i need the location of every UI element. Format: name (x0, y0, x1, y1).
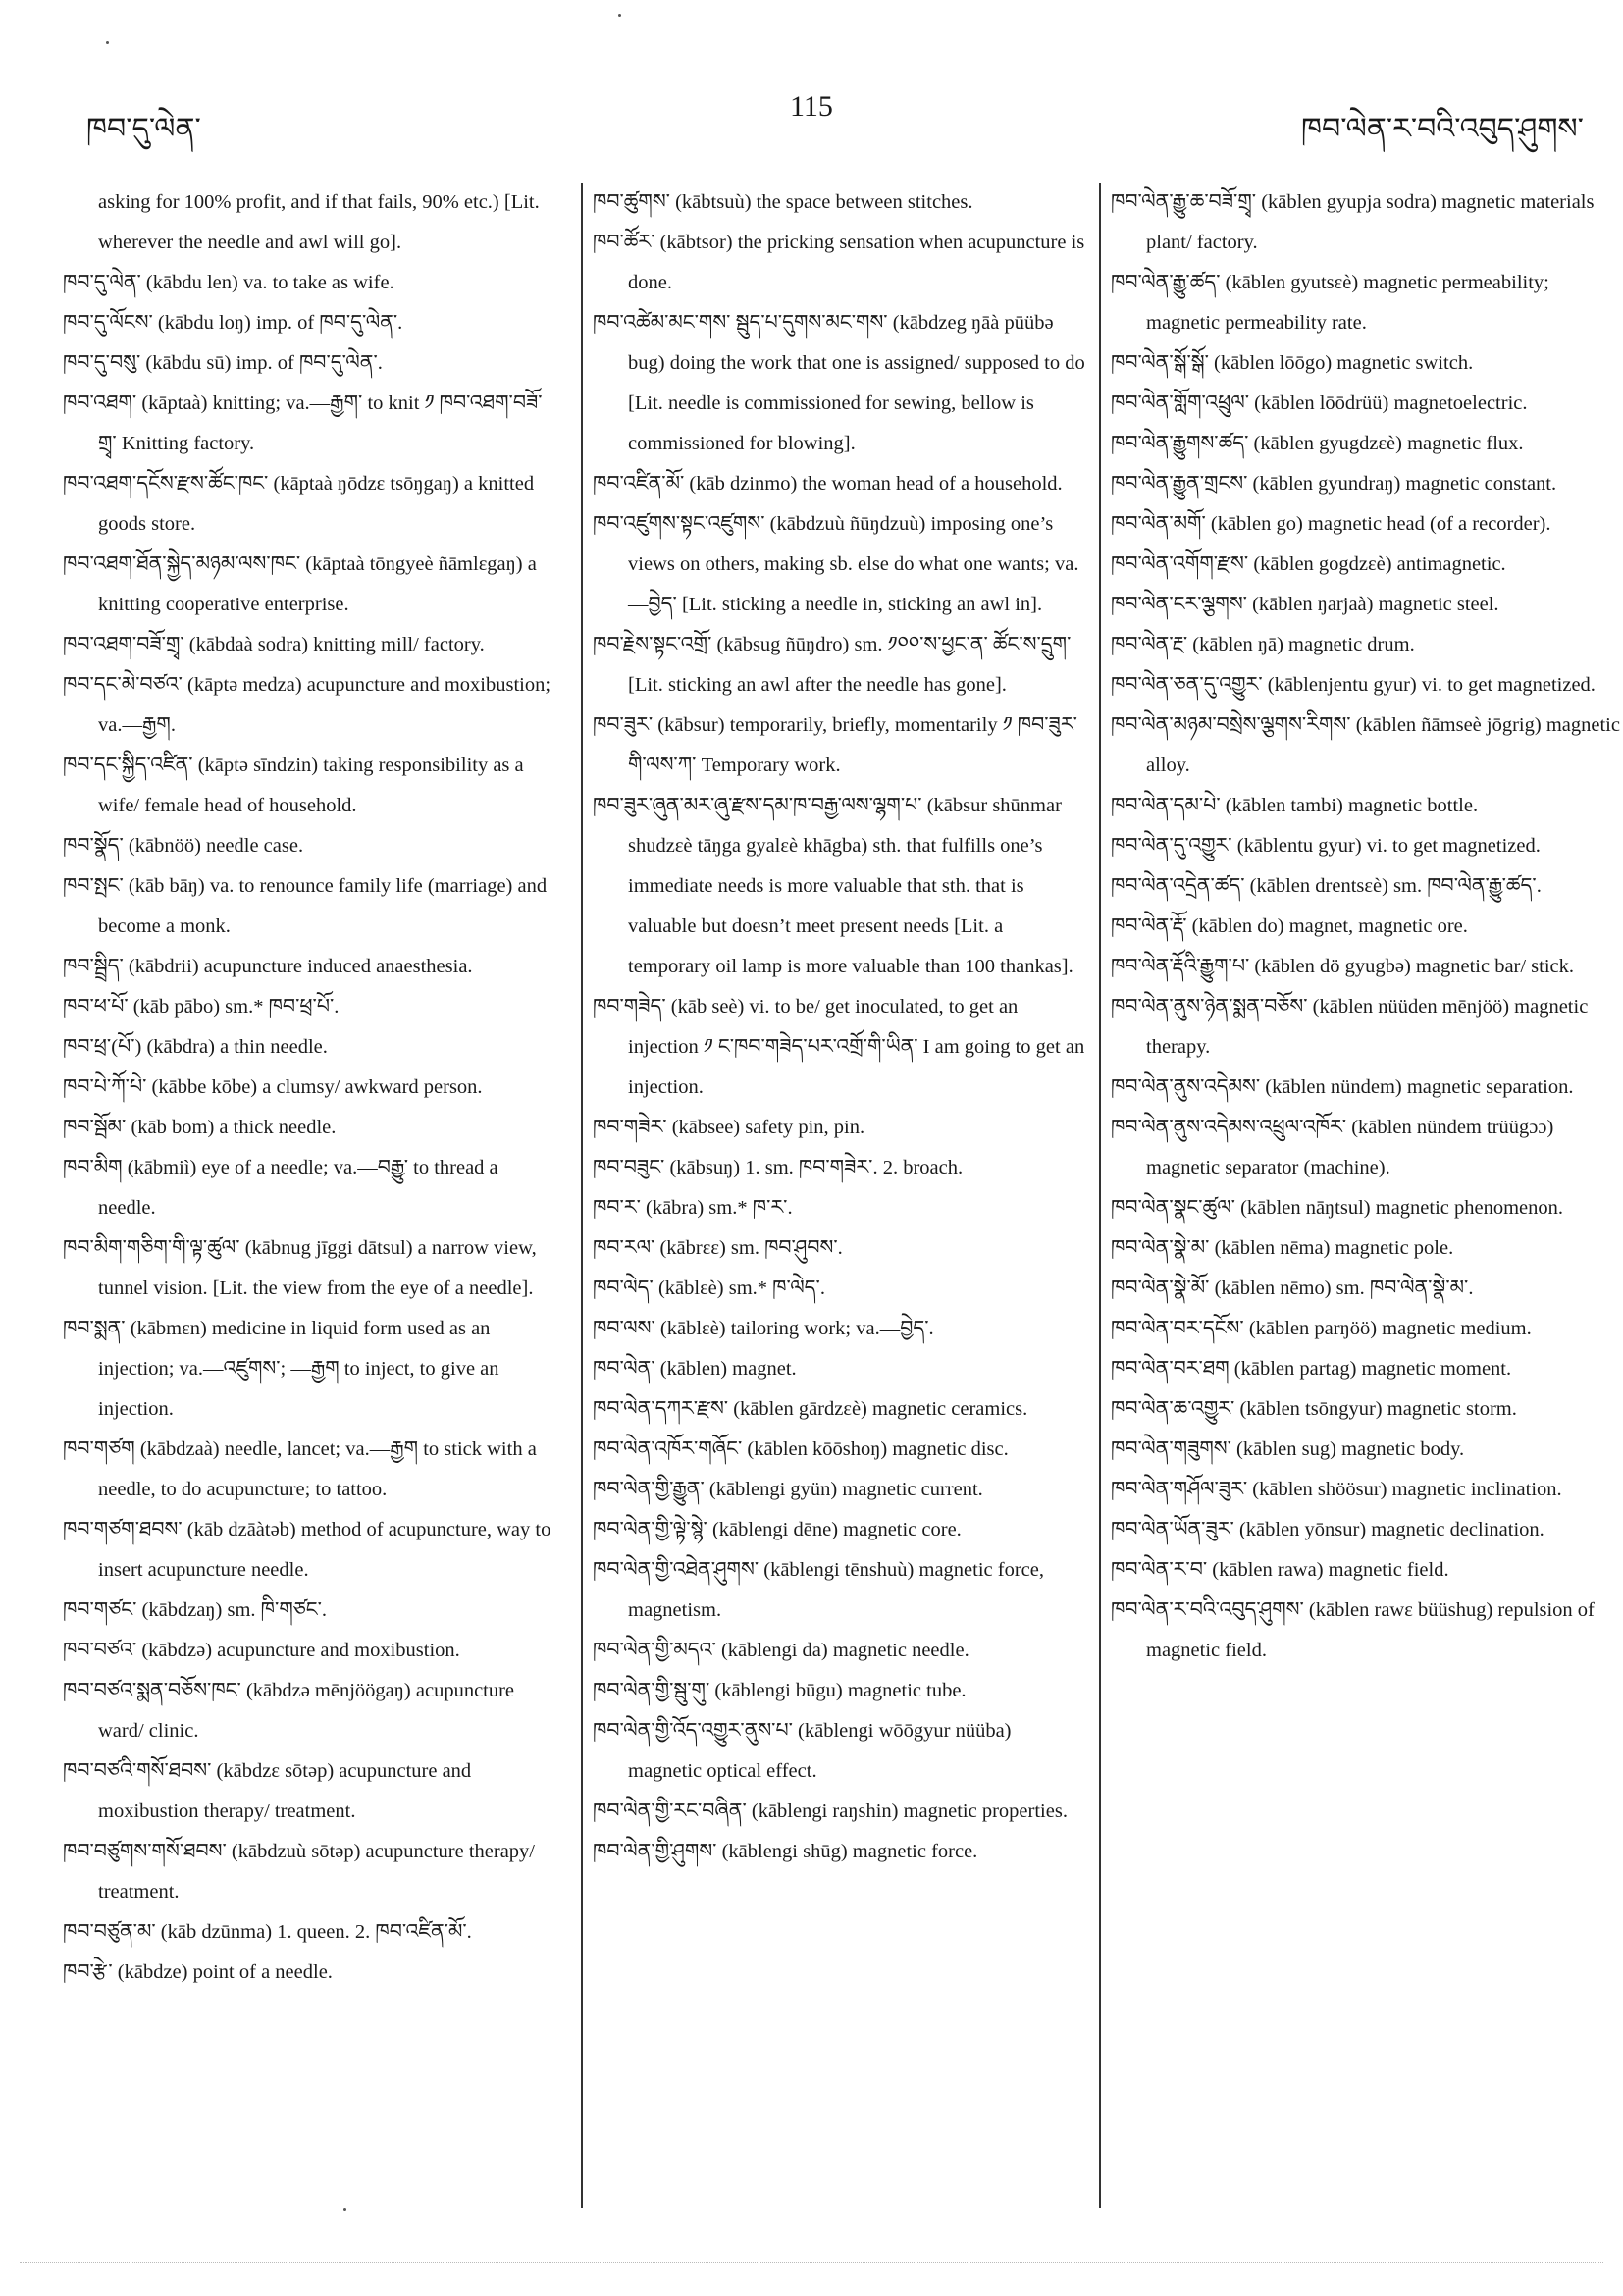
dictionary-entry: ཁབ་རལ་ (kābrɛɛ) sm. ཁབ་ཤུབས་. (593, 1237, 843, 1259)
dictionary-entry: ཁབ་སྦོམ་ (kāb bom) a thick needle. (63, 1117, 337, 1138)
page-number: 115 (790, 90, 833, 123)
dictionary-entry: ཁབ་སྨན་ (kābmɛn) medicine in liquid form used as an injection; va.—འཛུགས་; —རྒྱག to inject, to give an injection. (63, 1318, 499, 1420)
dictionary-entry: ཁབ་ལེན་ནུས་འདེམས་འཕྲུལ་འཁོར་ (kāblen nündem trüügɔɔ) magnetic separator (machine). (1111, 1117, 1554, 1178)
dictionary-entry: ཁབ་ཟུར་ (kābsur) temporarily, briefly, momentarily ༡ ཁབ་ཟུར་གི་ལས་ཀ་ Temporary work. (593, 714, 1077, 776)
dictionary-entry: ཁབ་པེ་ཀོ་པེ་ (kābbe kōbe) a clumsy/ awkward person. (63, 1076, 483, 1098)
dictionary-entry: ཁབ་ལེད་ (kāblɛè) sm.* ཁ་ལེད་. (593, 1278, 825, 1299)
dictionary-entry: ཁབ་ལེན་གཤོལ་ཟུར་ (kāblen shöösur) magnetic inclination. (1111, 1479, 1562, 1500)
dictionary-entry: ཁབ་བཙའ་ (kābdzə) acupuncture and moxibustion. (63, 1640, 460, 1661)
dictionary-entry: ཁབ་ལེན་ (kāblen) magnet. (593, 1358, 797, 1380)
dictionary-entry: ཁབ་ལེན་ཅན་དུ་འགྱུར་ (kāblenjentu gyur) vi. to get magnetized. (1111, 674, 1596, 696)
dictionary-entry: ཁབ་བཙའ་སྨན་བཅོས་ཁང་ (kābdzə mēnjöögaŋ) acupuncture ward/ clinic. (63, 1680, 515, 1742)
column-right (1099, 183, 1621, 2208)
dictionary-entry: ཁབ་རྗེས་སྟང་འགྲོ་ (kābsug ñūŋdro) sm. ༡༠༠་ས་ཕྱང་ན་ ཚོང་ས་དྲུག་ [Lit. sticking an awl after the needle has gone]. (593, 634, 1072, 696)
dictionary-entry: ཁབ་ལེན་ནུས་འདེམས་ (kāblen nündem) magnetic separation. (1111, 1076, 1574, 1098)
dictionary-entry: ཁབ་སྣོད་ (kābnöö) needle case. (63, 835, 304, 857)
dictionary-entry: ཁབ་ལེན་མགོ་ (kāblen go) magnetic head (of a recorder). (1111, 513, 1551, 535)
dictionary-entry: asking for 100% profit, and if that fails, 90% etc.) [Lit. wherever the needle and awl will go]. (98, 191, 540, 253)
dictionary-entry: ཁབ་བཙའི་གསོ་ཐབས་ (kābdzɛ sōtəp) acupuncture and moxibustion therapy/ treatment. (63, 1760, 472, 1822)
dictionary-entry: ཁབ་འཐག་དངོས་རྫས་ཚོང་ཁང་ (kāptaà ŋōdzɛ tsōŋgaŋ) a knitted goods store. (63, 473, 535, 535)
dictionary-entry: ཁབ་ལེན་དུ་འགྱུར་ (kāblentu gyur) vi. to get magnetized. (1111, 835, 1541, 857)
dictionary-entry: ཁབ་ཕ་པོ་ (kāb pābo) sm.* ཁབ་ཕྲ་པོ་. (63, 996, 340, 1018)
dictionary-entry: ཁབ་ལེན་དཀར་རྫས་ (kāblen gārdzɛè) magnetic ceramics. (593, 1398, 1028, 1420)
dictionary-entry: ཁབ་ལེན་ངར་ལྕགས་ (kāblen ŋarjaà) magnetic steel. (1111, 594, 1499, 615)
dictionary-entry: ཁབ་ཕྲ་(པོ་) (kābdra) a thin needle. (63, 1036, 328, 1058)
dictionary-entry: ཁབ་འཐག་བཟོ་གྲྭ་ (kābdaà sodra) knitting mill/ factory. (63, 634, 485, 655)
dictionary-entry: ཁབ་ལེན་རྡོ་ (kāblen do) magnet, magnetic ore. (1111, 915, 1468, 937)
page-header (0, 90, 1623, 146)
dictionary-entry: ཁབ་གཙག་ཐབས་ (kāb dzāàtəb) method of acupuncture, way to insert acupuncture needle. (63, 1519, 551, 1581)
dictionary-entry: ཁབ་ལེན་རྒྱུ་ཚད་ (kāblen gyutsɛè) magnetic permeability; magnetic permeability rate. (1111, 272, 1549, 334)
dictionary-entry: ཁབ་ལེན་རྔ་ (kāblen ŋā) magnetic drum. (1111, 634, 1415, 655)
dictionary-entry: ཁབ་ལེན་འཁོར་གཞོང་ (kāblen kōōshoŋ) magnetic disc. (593, 1438, 1009, 1460)
header-left-guideword: ཁབ་དུ་ལེན་ (86, 112, 201, 146)
dictionary-entry: ཁབ་ལེན་གྱི་ཤུགས་ (kāblengi shūg) magnetic force. (593, 1841, 978, 1862)
dictionary-entry: ཁབ་ལེན་གཟུགས་ (kāblen sug) magnetic body. (1111, 1438, 1465, 1460)
dictionary-entry: ཁབ་ལེན་རྡོའི་རྒྱུག་པ་ (kāblen dö gyugbə) magnetic bar/ stick. (1111, 956, 1575, 977)
dictionary-entry: ཁབ་ལེན་ནུས་ཉེན་སྨན་བཅོས་ (kāblen nüüden mēnjöö) magnetic therapy. (1111, 996, 1589, 1058)
dictionary-entry: ཁབ་ལེན་ར་བའི་འབུད་ཤུགས་ (kāblen rawɛ büüshug) repulsion of magnetic field. (1111, 1599, 1595, 1661)
dictionary-entry: ཁབ་ལེན་བར་དངོས་ (kāblen parŋöö) magnetic medium. (1111, 1318, 1532, 1339)
dictionary-entry: ཁབ་ལེན་རྒྱུ་ཆ་བཟོ་གྲྭ་ (kāblen gyupja sodra) magnetic materials plant/ factory. (1111, 191, 1595, 253)
dictionary-entry: ཁབ་ལེན་མཉམ་བསྲེས་ལྕགས་རིགས་ (kāblen ñāmseè jōgrig) magnetic alloy. (1111, 714, 1620, 776)
dictionary-entry: ཁབ་གཙང་ (kābdzaŋ) sm. ཁི་གཙང་. (63, 1599, 328, 1621)
dictionary-entry: ཁབ་དུ་ལོངས་ (kābdu loŋ) imp. of ཁབ་དུ་ལེན་. (63, 312, 403, 334)
dictionary-entry: ཁབ་ལས་ (kāblɛè) tailoring work; va.—བྱེད་. (593, 1318, 934, 1339)
dictionary-entry: ཁབ་སྤང་ (kāb bāŋ) va. to renounce family life (marriage) and become a monk. (63, 875, 548, 937)
dictionary-entry: ཁབ་ལེན་གྱི་འོད་འགྱུར་ནུས་པ་ (kāblengi wōōgyur nüüba) magnetic optical effect. (593, 1720, 1012, 1782)
dictionary-entry: ཁབ་ལེན་རྒྱུན་གྲངས་ (kāblen gyundraŋ) magnetic constant. (1111, 473, 1557, 495)
scan-speck (618, 14, 621, 17)
dictionary-entry: ཁབ་ལེན་གྱི་ལྟེ་སྙེ་ (kāblengi dēne) magnetic core. (593, 1519, 962, 1540)
dictionary-entry: ཁབ་ལེན་བར་ཐག (kāblen partag) magnetic moment. (1111, 1358, 1512, 1380)
dictionary-entry: ཁབ་གཟེར་ (kābsee) safety pin, pin. (593, 1117, 865, 1138)
dictionary-entry: ཁབ་མིག་གཅིག་གི་ལྟ་ཚུལ་ (kābnug jīggi dātsul) a narrow view, tunnel vision. [Lit. the view from the eye of a needle]. (63, 1237, 537, 1299)
bottom-scan-edge (20, 2262, 1603, 2263)
dictionary-entry: ཁབ་དུ་བསུ་ (kābdu sū) imp. of ཁབ་དུ་ལེན་. (63, 352, 383, 374)
dictionary-entry: ཁབ་གཟེད་ (kāb seè) vi. to be/ get inoculated, to get an injection ༡ ང་ཁབ་གཟེད་པར་འགྲོ་གི་ཡིན་ I am going to get an injection. (593, 996, 1085, 1098)
dictionary-entry: ཁབ་ལེན་གྱི་འཐེན་ཤུགས་ (kāblengi tēnshuù) magnetic force, magnetism. (593, 1559, 1044, 1621)
dictionary-entry: ཁབ་བཟུང་ (kābsuŋ) 1. sm. ཁབ་གཟེར་. 2. broach. (593, 1157, 964, 1178)
dictionary-entry: ཁབ་དུ་ལེན་ (kābdu len) va. to take as wife. (63, 272, 394, 293)
dictionary-entry: ཁབ་ལེན་ཡོན་ཟུར་ (kāblen yōnsur) magnetic declination. (1111, 1519, 1544, 1540)
dictionary-entry: ཁབ་འཚེམ་མང་གས་ སྦུད་པ་དུགས་མང་གས་ (kābdzeg ŋāà pūübə bug) doing the work that one is assigned/ supposed to do [Lit. needle is commissioned for sewing, bellow is commissioned for blowing]. (593, 312, 1085, 454)
dictionary-entry: ཁབ་ལེན་གློག་འཕྲུལ་ (kāblen lōōdrüü) magnetoelectric. (1111, 392, 1528, 414)
dictionary-entry: ཁབ་སྦྲིད་ (kābdrii) acupuncture induced anaesthesia. (63, 956, 473, 977)
dictionary-entry: ཁབ་ལེན་འགོག་རྫས་ (kāblen gogdzɛè) antimagnetic. (1111, 553, 1506, 575)
dictionary-entry: ཁབ་དང་མེ་བཙའ་ (kāptə medza) acupuncture and moxibustion; va.—རྒྱག. (63, 674, 551, 736)
dictionary-entry: ཁབ་ལེན་སྣང་ཚུལ་ (kāblen nāŋtsul) magnetic phenomenon. (1111, 1197, 1564, 1219)
dictionary-entry: ཁབ་ལེན་གྱི་སྦུ་གུ་ (kāblengi būgu) magnetic tube. (593, 1680, 967, 1701)
dictionary-entry: ཁབ་གཙག (kābdzaà) needle, lancet; va.—རྒྱག to stick with a needle, to do acupuncture; to tattoo. (63, 1438, 537, 1500)
dictionary-entry: ཁབ་བཙུགས་གསོ་ཐབས་ (kābdzuù sōtəp) acupuncture therapy/ treatment. (63, 1841, 535, 1903)
dictionary-entry: ཁབ་ལེན་གྱི་མདའ་ (kāblengi da) magnetic needle. (593, 1640, 969, 1661)
dictionary-entry: ཁབ་འཛུགས་སྟང་འཛུགས་ (kābdzuù ñūŋdzuù) imposing one’s views on others, making sb. else do what one wants; va.—བྱེད་ [Lit. sticking a needle in, sticking an awl in]. (593, 513, 1079, 615)
dictionary-entry: ཁབ་འཐག་ (kāptaà) knitting; va.—རྒྱག་ to knit ༡ ཁབ་འཐག་བཟོ་གྲྭ་ Knitting factory. (63, 392, 543, 454)
dictionary-entry: ཁབ་འཛིན་མོ་ (kāb dzinmo) the woman head of a household. (593, 473, 1063, 495)
column-left (63, 183, 559, 2208)
dictionary-entry: ཁབ་རྩེ་ (kābdze) point of a needle. (63, 1961, 333, 1983)
column-middle (581, 183, 1085, 2208)
dictionary-entry: ཁབ་ལེན་ཆ་འགྱུར་ (kāblen tsōngyur) magnetic storm. (1111, 1398, 1517, 1420)
dictionary-entry: ཁབ་བཙུན་མ་ (kāb dzūnma) 1. queen. 2. ཁབ་འཛིན་མོ་. (63, 1921, 472, 1943)
dictionary-entry: ཁབ་ལེན་དམ་པེ་ (kāblen tambi) magnetic bottle. (1111, 795, 1479, 816)
dictionary-entry: ཁབ་ལེན་སྣེ་མ་ (kāblen nēma) magnetic pole. (1111, 1237, 1454, 1259)
dictionary-entry: ཁབ་མིག (kābmiì) eye of a needle; va.—བརྒྱུ་ to thread a needle. (63, 1157, 498, 1219)
dictionary-entry: ཁབ་འཐག་ཐོན་སྐྱེད་མཉམ་ལས་ཁང་ (kāptaà tōngyeè ñāmlɛgaŋ) a knitting cooperative enterprise. (63, 553, 537, 615)
dictionary-entry: ཁབ་ར་ (kābra) sm.* ཁ་ར་. (593, 1197, 793, 1219)
dictionary-entry: ཁབ་ལེན་གྱི་རྒྱུན་ (kāblengi gyün) magnetic current. (593, 1479, 983, 1500)
dictionary-entry: ཁབ་ལེན་འདྲེན་ཚད་ (kāblen drentsɛè) sm. ཁབ་ལེན་རྒྱུ་ཚད་. (1111, 875, 1542, 897)
header-right-guideword: ཁབ་ལེན་ར་བའི་འབུད་ཤུགས་ (1301, 112, 1584, 146)
scan-speck (343, 2208, 346, 2211)
dictionary-entry: ཁབ་དང་སྐྱིད་འཛིན་ (kāptə sīndzin) taking responsibility as a wife/ female head of household. (63, 755, 524, 816)
dictionary-entry: ཁབ་ལེན་རྒྱུགས་ཚད་ (kāblen gyugdzɛè) magnetic flux. (1111, 433, 1524, 454)
scan-speck (106, 41, 109, 44)
dictionary-entry: ཁབ་ཚོར་ (kābtsor) the pricking sensation when acupuncture is done. (593, 232, 1085, 293)
dictionary-entry: ཁབ་ཚུགས་ (kābtsuù) the space between stitches. (593, 191, 973, 213)
dictionary-entry: ཁབ་ལེན་ར་བ་ (kāblen rawa) magnetic field. (1111, 1559, 1449, 1581)
dictionary-entry: ཁབ་ལེན་སྣེ་མོ་ (kāblen nēmo) sm. ཁབ་ལེན་སྣེ་མ་. (1111, 1278, 1474, 1299)
dictionary-entry: ཁབ་ལེན་གྱི་རང་བཞིན་ (kāblengi raŋshin) magnetic properties. (593, 1800, 1068, 1822)
dictionary-entry: ཁབ་ལེན་སྒོ་སྒོ་ (kāblen lōōgo) magnetic switch. (1111, 352, 1474, 374)
dictionary-entry: ཁབ་ཟུར་ཞུན་མར་ཞུ་རྫས་དམ་ཁ་བརྒྱ་ལས་ལྷག་པ་ (kābsur shūnmar shudzɛè tāŋga gyalɛè khāgba) sth. that fulfills one’s immediate needs is more valuable that sth. that is valuable but doesn’t meet present needs [Lit. a temporary oil lamp is more valuable than 100 thankas]. (593, 795, 1073, 977)
